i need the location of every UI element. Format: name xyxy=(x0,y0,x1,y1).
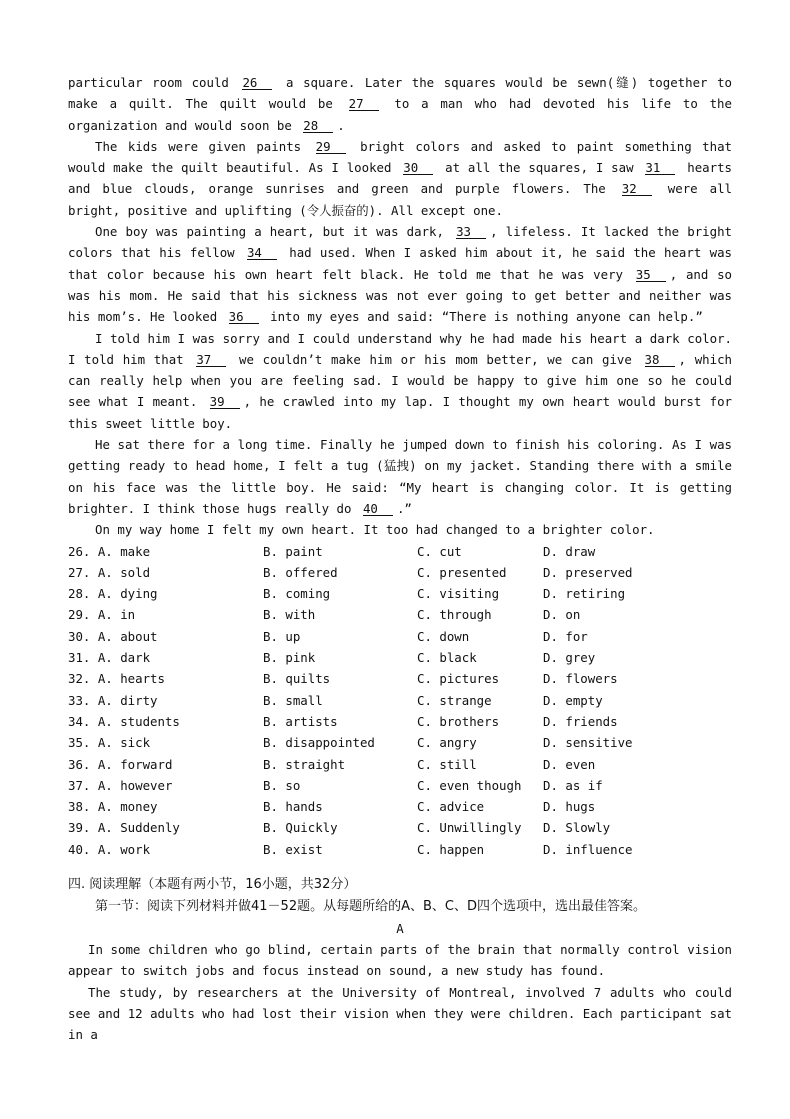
passage-text: One boy was painting a heart, but it was dark, xyxy=(95,224,453,240)
cloze-options-list xyxy=(68,541,732,860)
option-choice: D. sensitive xyxy=(543,735,633,751)
passage-text: into my eyes and said: “There is nothing anyone can help.” xyxy=(262,309,703,325)
blank-36: 36 xyxy=(229,310,259,324)
option-choice: B. artists xyxy=(263,713,338,729)
blank-27: 27 xyxy=(349,97,379,111)
option-choice: C. angry xyxy=(417,735,477,751)
option-choice: C. even though xyxy=(417,777,522,793)
option-choice: B. with xyxy=(263,607,316,623)
blank-33: 33 xyxy=(456,225,486,239)
option-choice: 34. A. students xyxy=(68,713,180,729)
option-row xyxy=(68,775,732,796)
option-choice: C. presented xyxy=(417,564,507,580)
blank-28: 28 xyxy=(303,119,333,133)
option-choice: D. preserved xyxy=(543,564,633,580)
passage-text: at all the squares, I saw xyxy=(437,160,642,176)
passage-text: , which can really help when you are feeling sad. I would be happy to give him one so he could see what I meant. xyxy=(68,351,733,410)
blank-34: 34 xyxy=(247,246,277,260)
option-choice: B. disappointed xyxy=(263,735,375,751)
passage-text: were all bright, positive and uplifting (令人振奋的). All except one. xyxy=(68,181,733,218)
option-choice: D. empty xyxy=(543,692,603,708)
option-choice: 32. A. hearts xyxy=(68,671,165,687)
option-choice: C. advice xyxy=(417,799,485,815)
option-choice: B. exist xyxy=(263,841,323,857)
option-choice: D. for xyxy=(543,628,588,644)
option-row xyxy=(68,541,732,562)
option-row xyxy=(68,562,732,583)
option-choice: D. even xyxy=(543,756,596,772)
passage-text: .” xyxy=(396,500,412,516)
option-choice: B. up xyxy=(263,628,301,644)
option-choice: C. happen xyxy=(417,841,485,857)
option-choice: 33. A. dirty xyxy=(68,692,158,708)
option-choice: D. Slowly xyxy=(543,820,611,836)
option-choice: C. down xyxy=(417,628,470,644)
blank-37: 37 xyxy=(196,353,226,367)
passage-text: The kids were given paints xyxy=(95,138,312,154)
option-row xyxy=(68,604,732,625)
option-row xyxy=(68,690,732,711)
option-row xyxy=(68,796,732,817)
option-choice: D. as if xyxy=(543,777,603,793)
reading-paragraph-1: In some children who go blind, certain parts of the brain that normally control vision appear to switch jobs and focus instead on sound, a new study has found. xyxy=(68,941,732,979)
option-choice: C. pictures xyxy=(417,671,500,687)
passage-label: A xyxy=(396,920,404,936)
passage-text: to a man who had devoted his life to the organization and would soon be xyxy=(68,96,732,133)
option-choice: B. hands xyxy=(263,799,323,815)
option-choice: B. straight xyxy=(263,756,346,772)
passage-text: He sat there for a long time. Finally he jumped down to finish his coloring. As I was getting ready to head home, I felt a tug (猛拽) on my jacket. Standing there with a smile on his face was the little boy. He said: “My heart is changing color. It is getting brighter. I think those hugs really do xyxy=(68,437,732,516)
reading-paragraph-2: The study, by researchers at the University of Montreal, involved 7 adults who could see and 12 adults who had lost their vision when they were children. Each participant sat in a xyxy=(68,984,732,1043)
option-choice: 26. A. make xyxy=(68,543,151,559)
option-choice: D. grey xyxy=(543,650,596,666)
option-choice: C. visiting xyxy=(417,586,500,602)
option-choice: 30. A. about xyxy=(68,628,158,644)
blank-38: 38 xyxy=(645,353,675,367)
blank-31: 31 xyxy=(645,161,675,175)
option-choice: B. quilts xyxy=(263,671,331,687)
option-choice: C. brothers xyxy=(417,713,500,729)
passage-text: bright colors and asked to paint something that would make the quilt beautiful. As I looked xyxy=(68,138,732,176)
option-choice: 39. A. Suddenly xyxy=(68,820,180,836)
passage-text: hearts and blue clouds, orange sunrises and green and purple flowers. The xyxy=(68,160,733,197)
blank-39: 39 xyxy=(210,395,240,409)
option-row xyxy=(68,732,732,753)
section-title: 四. 阅读理解（本题有两小节，16小题，共32分） xyxy=(68,876,357,892)
option-choice: D. draw xyxy=(543,543,596,559)
blank-26: 26 xyxy=(242,76,272,90)
passage-text: I told him I was sorry and I could understand why he had made his heart a dark color. I told him that xyxy=(68,330,732,367)
passage-text: had used. When I asked him about it, he said the heart was that color because his own heart felt black. He told me that he was very xyxy=(68,245,732,282)
option-choice: B. paint xyxy=(263,543,323,559)
option-row xyxy=(68,583,732,604)
cloze-paragraph-4 xyxy=(68,328,732,434)
cloze-paragraph-5 xyxy=(68,434,732,519)
option-row xyxy=(68,626,732,647)
option-choice: C. cut xyxy=(417,543,462,559)
option-choice: D. on xyxy=(543,607,581,623)
passage-text: particular room could xyxy=(68,75,239,90)
blank-40: 40 xyxy=(363,502,393,516)
passage-text: , lifeless. It lacked the bright colors that his fellow xyxy=(68,224,732,261)
option-choice: B. pink xyxy=(263,650,316,666)
blank-32: 32 xyxy=(622,182,652,196)
option-choice: 36. A. forward xyxy=(68,756,173,772)
option-choice: D. retiring xyxy=(543,586,626,602)
blank-30: 30 xyxy=(403,161,433,175)
cloze-paragraph-2 xyxy=(68,136,732,221)
option-choice: B. Quickly xyxy=(263,820,338,836)
option-choice: B. small xyxy=(263,692,323,708)
option-row xyxy=(68,668,732,689)
section-subtitle: 第一节：阅读下列材料并做41－52题。从每题所给的A、B、C、D四个选项中，选出最佳答案。 xyxy=(95,898,646,914)
option-choice: C. through xyxy=(417,607,492,623)
option-row xyxy=(68,647,732,668)
option-choice: C. strange xyxy=(417,692,492,708)
option-choice: 38. A. money xyxy=(68,799,158,815)
option-choice: C. Unwillingly xyxy=(417,820,522,836)
option-choice: 27. A. sold xyxy=(68,564,151,580)
passage-text: , and so was his mom. He said that his sickness was not ever going to get better and neither was his mom’s. He looked xyxy=(68,266,732,325)
passage-text: . xyxy=(337,117,345,133)
option-choice: D. flowers xyxy=(543,671,618,687)
option-row xyxy=(68,754,732,775)
option-row xyxy=(68,711,732,732)
option-choice: 37. A. however xyxy=(68,777,173,793)
option-choice: D. influence xyxy=(543,841,633,857)
cloze-paragraph-1 xyxy=(68,72,732,136)
cloze-paragraph-6: On my way home I felt my own heart. It too had changed to a brighter color. xyxy=(95,522,655,538)
option-choice: 29. A. in xyxy=(68,607,136,623)
option-row xyxy=(68,817,732,838)
option-choice: 31. A. dark xyxy=(68,650,151,666)
exam-page xyxy=(68,72,732,1045)
passage-text: , he crawled into my lap. I thought my own heart would burst for this sweet little boy. xyxy=(68,394,732,431)
option-choice: D. hugs xyxy=(543,799,596,815)
option-choice: 40. A. work xyxy=(68,841,151,857)
passage-text: we couldn’t make him or his mom better, we can give xyxy=(230,351,641,367)
blank-35: 35 xyxy=(636,268,666,282)
passage-text: a square. Later the squares would be sewn(缝) together to make a quilt. The quilt would be xyxy=(68,75,732,112)
option-choice: C. black xyxy=(417,650,477,666)
option-choice: 35. A. sick xyxy=(68,735,151,751)
option-choice: 28. A. dying xyxy=(68,586,158,602)
option-choice: B. offered xyxy=(263,564,338,580)
option-row xyxy=(68,839,732,860)
option-choice: C. still xyxy=(417,756,477,772)
option-choice: B. so xyxy=(263,777,301,793)
blank-29: 29 xyxy=(316,140,346,154)
option-choice: B. coming xyxy=(263,586,331,602)
cloze-paragraph-3 xyxy=(68,221,732,327)
option-choice: D. friends xyxy=(543,713,618,729)
